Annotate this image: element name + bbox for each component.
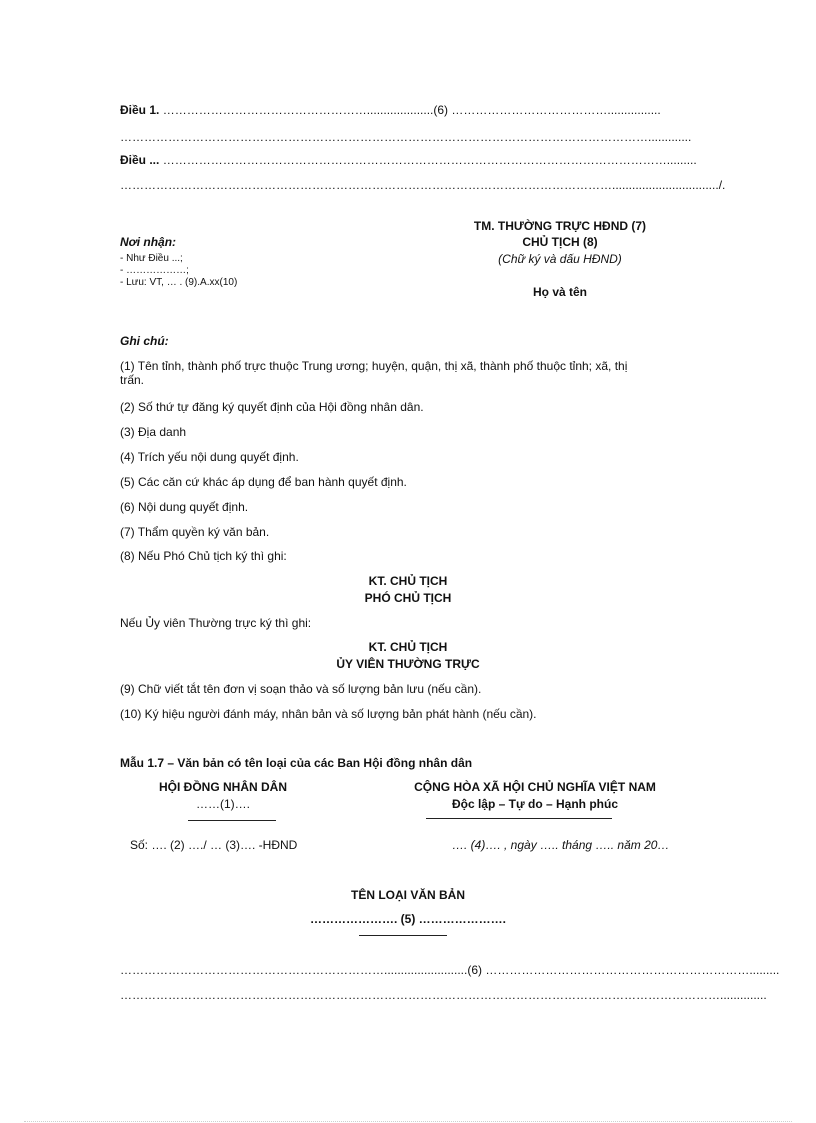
uy-vien-thuong-truc: ỦY VIÊN THƯỜNG TRỰC [336,657,480,671]
page-bottom-border [24,1121,792,1122]
org-name: HỘI ĐỒNG NHÂN DÂN [159,780,287,794]
place-date: …. (4)…. , ngày ….. tháng ….. năm 20… [452,838,670,852]
motto-underline [426,818,612,819]
signature-tm: TM. THƯỜNG TRỰC HĐND (7) [473,219,647,233]
note-1-cont: trấn. [120,373,145,387]
note-2: (2) Số thứ tự đăng ký quyết định của Hội đồng nhân dân. [120,400,424,414]
excerpt-underline [359,935,447,936]
signature-name: Họ và tên [532,285,587,299]
template-heading: Mẫu 1.7 – Văn bản có tên loại của các Ban Hội đồng nhân dân [120,756,473,770]
note-8: (8) Nếu Phó Chủ tịch ký thì ghi: [120,549,287,563]
note-3: (3) Địa danh [120,425,187,439]
kt-chu-tich-1: KT. CHỦ TỊCH [368,574,448,588]
kt-chu-tich-2: KT. CHỦ TỊCH [368,640,448,654]
note-9: (9) Chữ viết tắt tên đơn vị soạn thảo và số lượng bản lưu (nếu cần). [120,682,482,696]
article-1 [120,103,661,117]
note-6: (6) Nội dung quyết định. [120,500,249,514]
article-n-text: ………………………………………………………………………………………………………………......... [162,153,697,167]
nation-motto: Độc lập – Tự do – Hạnh phúc [451,797,619,811]
document-number: Số: …. (2) …./ … (3)…. -HĐND [130,838,298,852]
recipient-item: - Lưu: VT, … . (9).A.xx(10) [120,277,238,288]
note-4: (4) Trích yếu nội dung quyết định. [120,450,299,464]
doc-excerpt: …………………. (5) …………………. [309,912,506,926]
org-underline [188,820,276,821]
article-1-text: ……………………………………………....................(6) …………………………………................ [162,103,661,117]
article-n-label: Điều ... [120,153,160,167]
content-line-1: ………………………………………………………….........................(6) …………………………………………………………......... [120,963,780,977]
article-1-label: Điều 1. [120,103,160,117]
org-sub: ……(1)…. [196,797,250,811]
note-10: (10) Ký hiệu người đánh máy, nhân bản và số lượng bản phát hành (nếu cần). [120,707,537,721]
recipient-item: - Như Điều ...; [120,253,183,264]
note-7: (7) Thẩm quyền ký văn bản. [120,525,270,539]
notes-title: Ghi chú: [120,334,169,348]
article-end-line: ……………………………………………………………………………………………………………................................/. [120,178,726,192]
note-1: (1) Tên tỉnh, thành phố trực thuộc Trung ương; huyện, quận, thị xã, thành phố thuộc tỉnh; xã, thị [120,359,628,373]
recipients-title: Nơi nhận: [120,235,177,249]
recipient-item: - ………………; [120,265,189,276]
signature-seal-note: (Chữ ký và dấu HĐND) [498,252,622,266]
article-n [120,153,697,167]
article-line: ……………………………………………………………………………………………………………………............. [120,130,692,144]
nation-name: CỘNG HÒA XÃ HỘI CHỦ NGHĨA VIỆT NAM [414,780,656,794]
content-line-2: …………………………………………………………………………………………………………………………………….............. [120,988,767,1002]
note-uv-line: Nếu Ủy viên Thường trực ký thì ghi: [120,616,312,630]
note-5: (5) Các căn cứ khác áp dụng để ban hành quyết định. [120,475,407,489]
pho-chu-tich: PHÓ CHỦ TỊCH [364,591,452,605]
doc-type: TÊN LOẠI VĂN BẢN [351,888,465,902]
signature-chairman: CHỦ TỊCH (8) [522,235,598,249]
